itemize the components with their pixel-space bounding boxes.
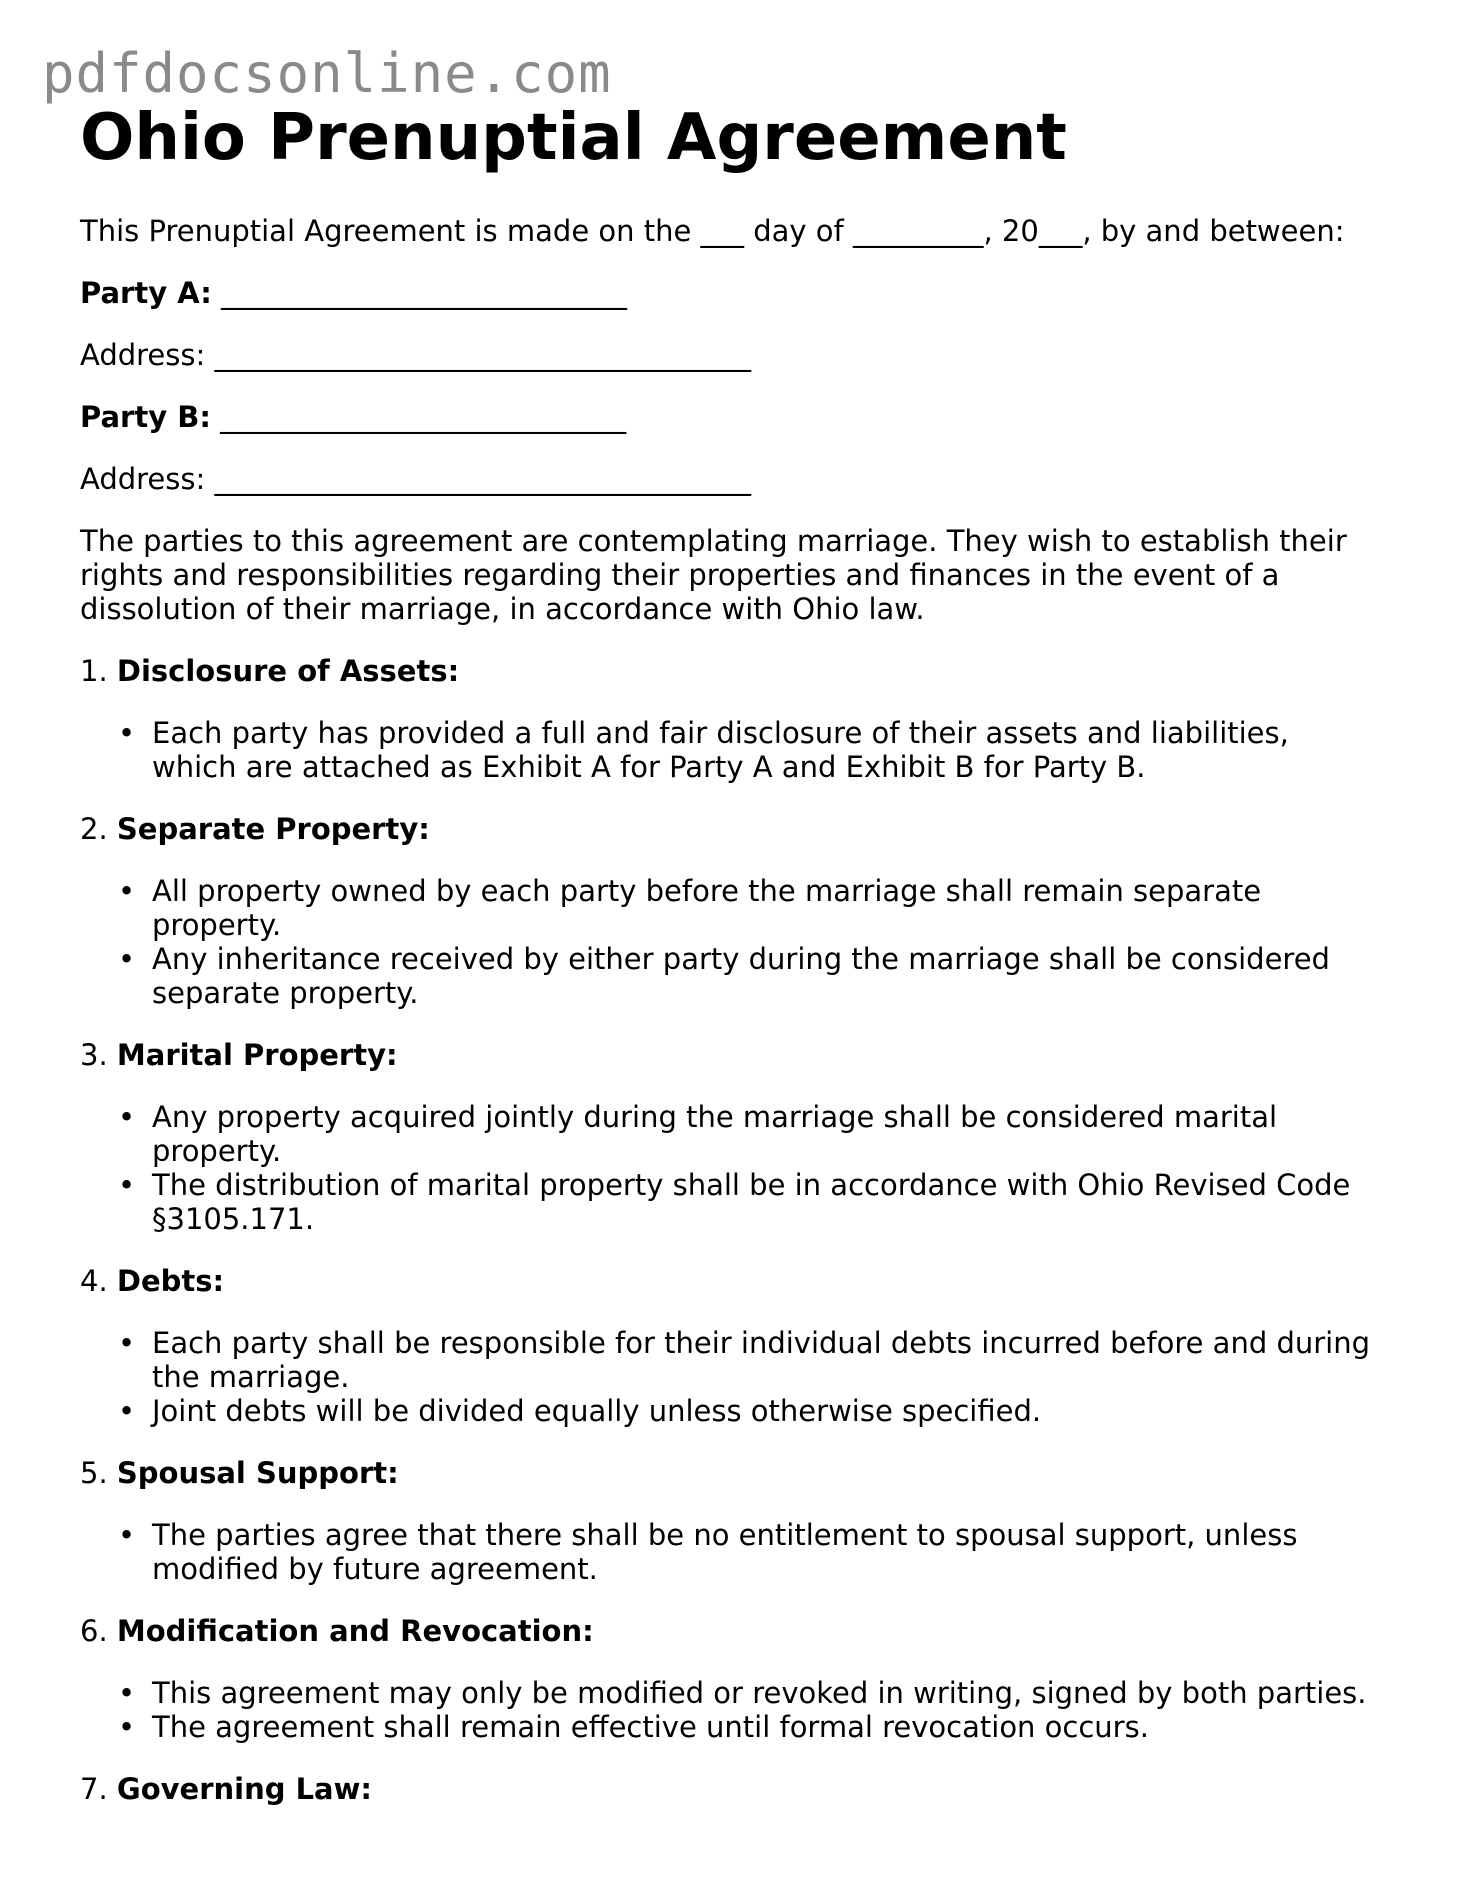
section-number: 3. (80, 1038, 108, 1072)
document-body (80, 100, 1380, 1834)
party-a-field[interactable]: ____________________________ (221, 276, 628, 310)
section-bullet-list (80, 1676, 1380, 1744)
section-bullet-list (80, 1100, 1380, 1236)
section-heading (80, 1264, 1380, 1298)
address-b-line (80, 462, 1380, 496)
section-title: Spousal Support: (116, 1456, 399, 1490)
bullet-item: • The parties agree that there shall be no entitlement to spousal support, unless modified by future agreement. (152, 1518, 1380, 1586)
section-number: 5. (80, 1456, 108, 1490)
section-number: 4. (80, 1264, 108, 1298)
section-title: Disclosure of Assets: (116, 654, 460, 688)
intro-paragraph: This Prenuptial Agreement is made on the ___ day of _________, 20___, by and between: (80, 214, 1345, 248)
section-number: 6. (80, 1614, 108, 1648)
address-a-line (80, 338, 1380, 372)
watermark: pdfdocsonline.com (42, 42, 612, 105)
address-a-field[interactable]: _____________________________________ (214, 338, 751, 372)
bullet-item: • This agreement may only be modified or revoked in writing, signed by both parties. (152, 1676, 1380, 1710)
bullet-item: • The agreement shall remain effective until formal revocation occurs. (152, 1710, 1380, 1744)
preamble-paragraph: The parties to this agreement are contemplating marriage. They wish to establish their rights and responsibilities regarding their properties and finances in the event of a dissolution of their marriage, in accordance with Ohio law. (80, 524, 1347, 626)
section-number: 2. (80, 812, 108, 846)
section-heading (80, 654, 1380, 688)
party-b-label: Party B: (80, 400, 211, 434)
section-number: 7. (80, 1772, 108, 1806)
section-title: Governing Law: (116, 1772, 373, 1806)
section-title: Marital Property: (116, 1038, 398, 1072)
section-number: 1. (80, 654, 108, 688)
section-bullet-list (80, 1326, 1380, 1428)
bullet-item: • Any inheritance received by either party during the marriage shall be considered separate property. (152, 942, 1380, 1010)
party-a-label: Party A: (80, 276, 212, 310)
section-heading (80, 1614, 1380, 1648)
section-title: Separate Property: (116, 812, 430, 846)
bullet-item: • The distribution of marital property shall be in accordance with Ohio Revised Code §3105.171. (152, 1168, 1380, 1236)
section-bullet-list (80, 716, 1380, 784)
section-bullet-list (80, 874, 1380, 1010)
section-heading (80, 1772, 1380, 1806)
address-b-label: Address: (80, 462, 206, 496)
section-heading (80, 812, 1380, 846)
party-b-field[interactable]: ____________________________ (220, 400, 627, 434)
bullet-item: • Any property acquired jointly during the marriage shall be considered marital property. (152, 1100, 1380, 1168)
party-b-line (80, 400, 1380, 434)
address-b-field[interactable]: _____________________________________ (214, 462, 751, 496)
section-bullet-list (80, 1518, 1380, 1586)
bullet-item: • All property owned by each party before the marriage shall remain separate property. (152, 874, 1380, 942)
page-title: Ohio Prenuptial Agreement (80, 101, 1067, 175)
section-heading (80, 1038, 1380, 1072)
party-a-line (80, 276, 1380, 310)
address-a-label: Address: (80, 338, 206, 372)
bullet-item: • Each party shall be responsible for their individual debts incurred before and during the marriage. (152, 1326, 1380, 1394)
bullet-item: • Each party has provided a full and fair disclosure of their assets and liabilities, which are attached as Exhibit A for Party A and Exhibit B for Party B. (152, 716, 1380, 784)
section-title: Modification and Revocation: (116, 1614, 594, 1648)
sections-list (80, 654, 1380, 1806)
section-title: Debts: (116, 1264, 225, 1298)
bullet-item: • Joint debts will be divided equally unless otherwise specified. (152, 1394, 1380, 1428)
section-heading (80, 1456, 1380, 1490)
